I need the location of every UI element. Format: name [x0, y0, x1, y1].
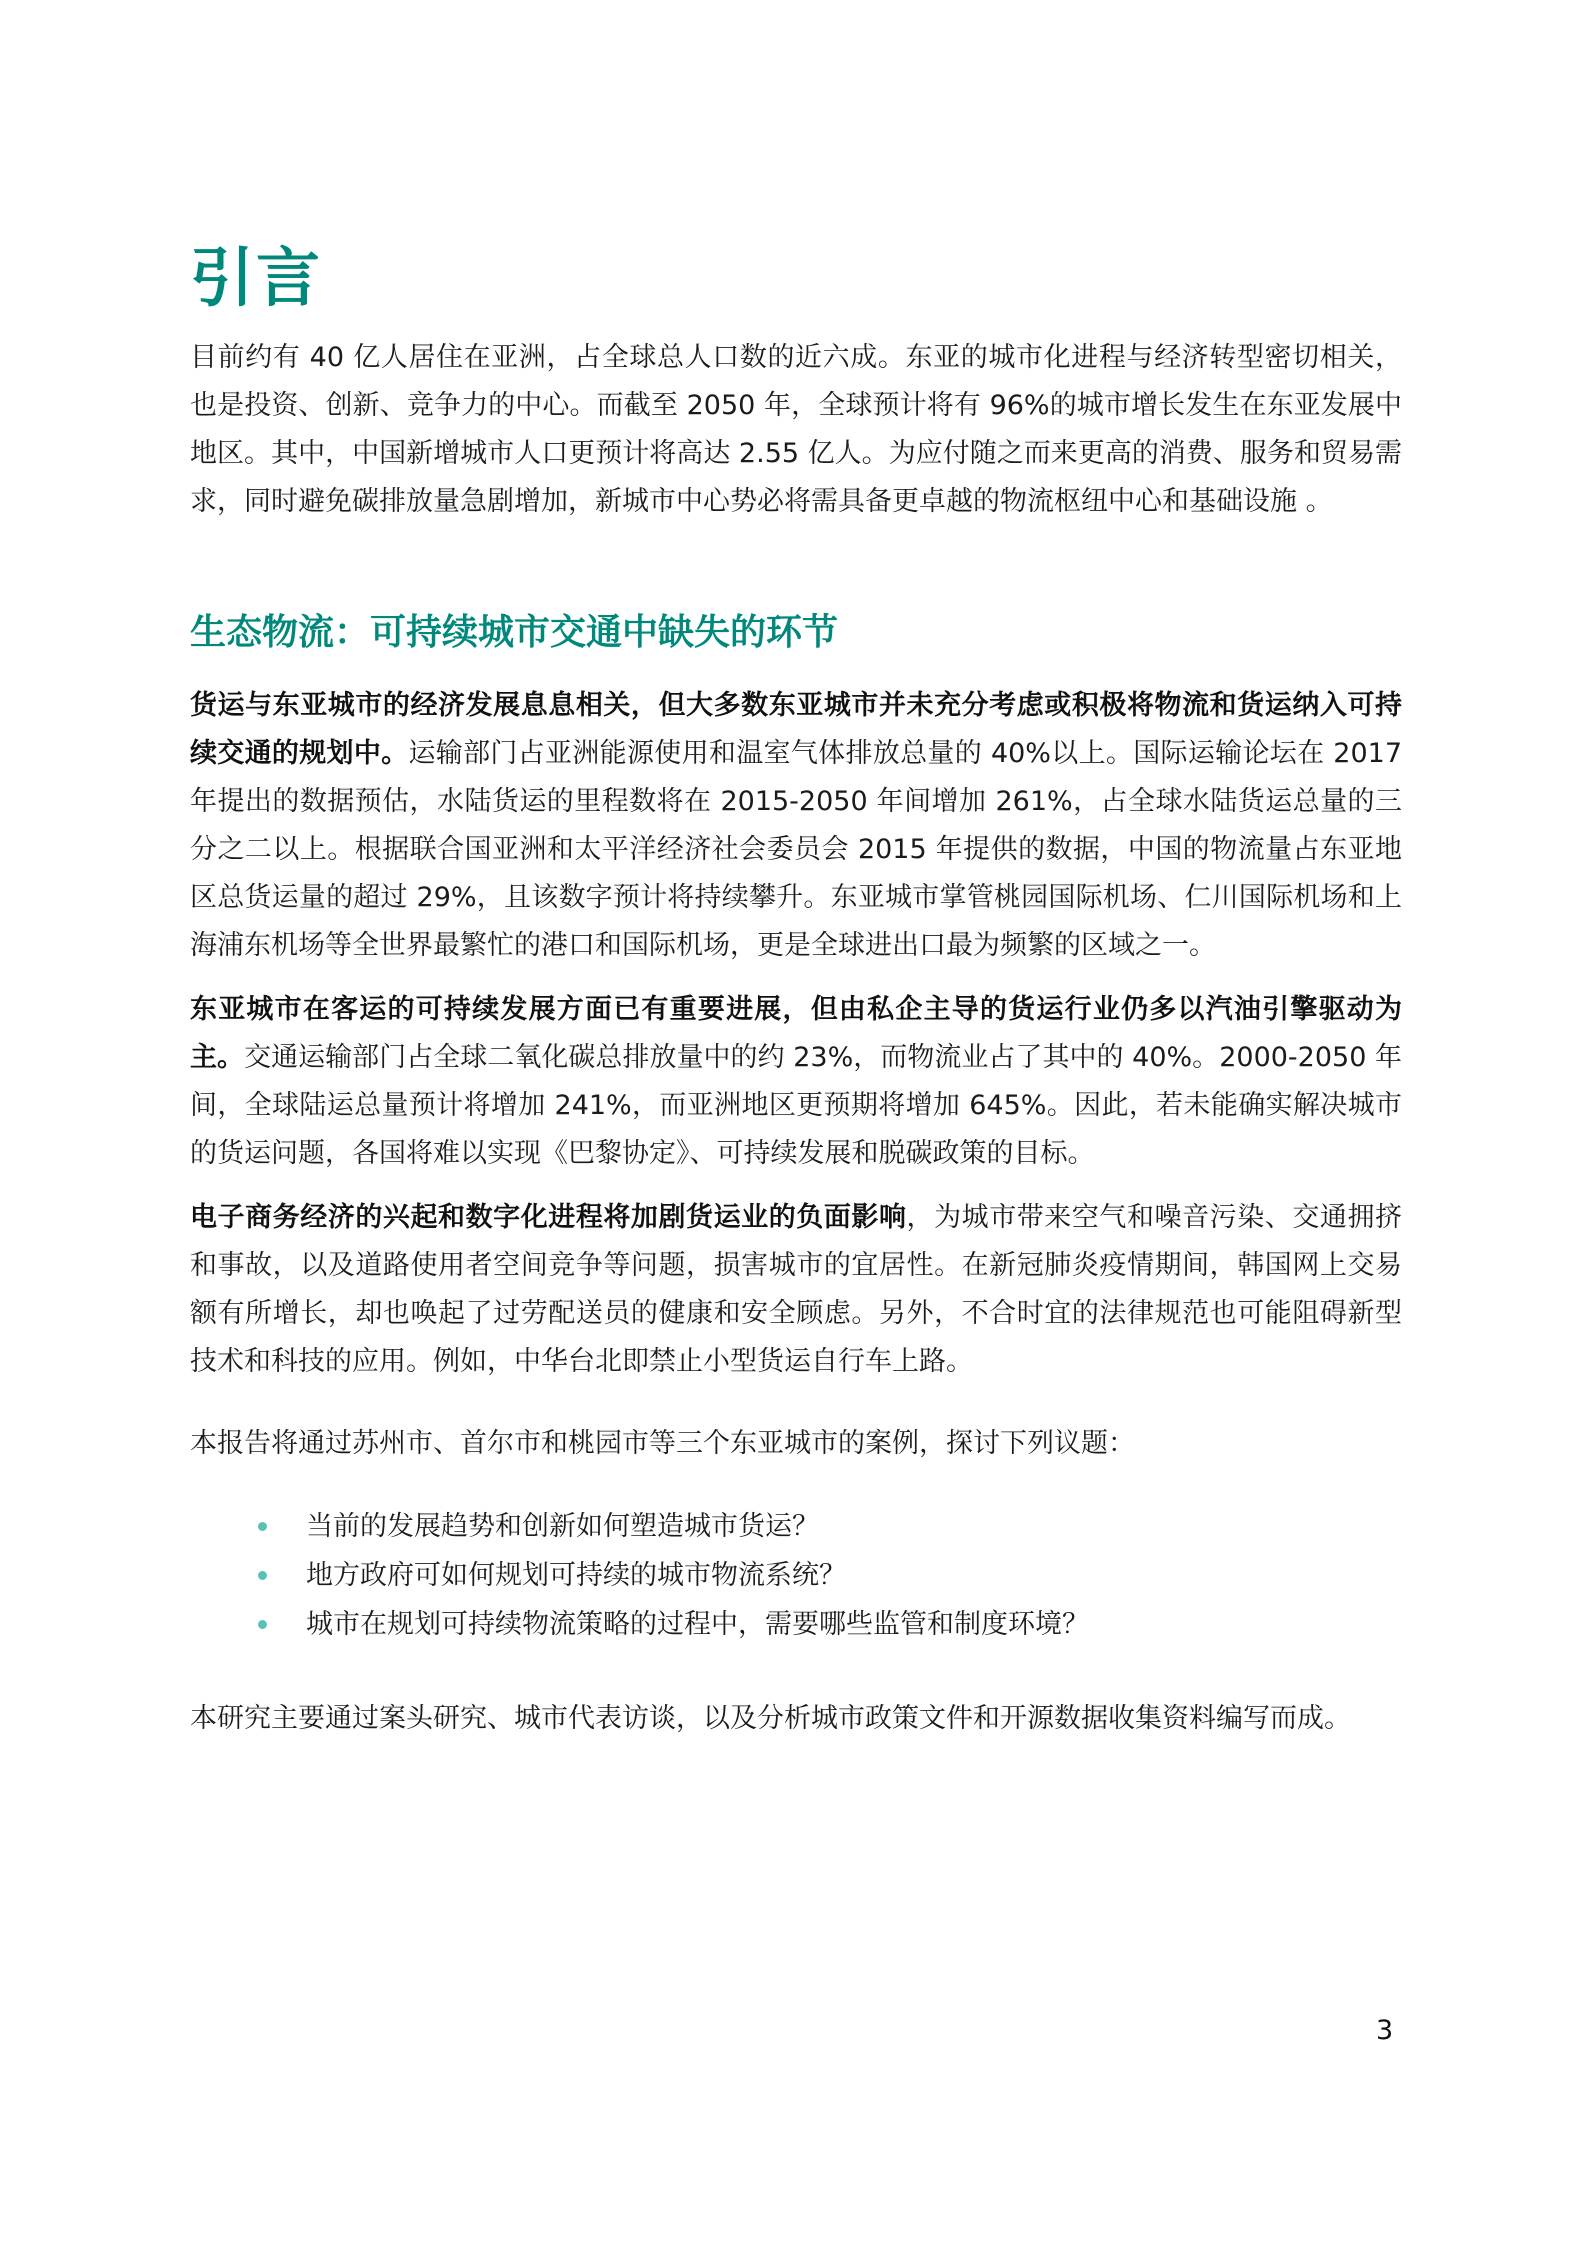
topic-text: 城市在规划可持续物流策略的过程中，需要哪些监管和制度环境？: [306, 1609, 1089, 1640]
topic-text: 地方政府可如何规划可持续的城市物流系统？: [306, 1560, 846, 1591]
freight-paragraph: [190, 682, 1402, 970]
bullet-dot-icon: [258, 1620, 267, 1629]
page-title: 引言: [190, 242, 322, 316]
closing-paragraph: 本研究主要通过案头研究、城市代表访谈，以及分析城市政策文件和开源数据收集资料编写而成。: [190, 1703, 1351, 1734]
page-number: 3: [1376, 2015, 1394, 2046]
paragraph-lead-ecommerce: 电子商务经济的兴起和数字化进程将加剧货运业的负面影响: [190, 1202, 907, 1233]
intro-paragraph: 目前约有 40 亿人居住在亚洲，占全球总人口数的近六成。东亚的城市化进程与经济转型密切相关，也是投资、创新、竞争力的中心。而截至 2050 年，全球预计将有 96%的城市增长发生在东亚发展中地区。其中，中国新增城市人口更预计将高达 2.55 亿人。为应付随之而来更高的消费、服务和贸易需求，同时避免碳排放量急剧增加，新城市中心势必将需具备更卓越的物流枢纽中心和基础设施 。: [190, 342, 1402, 517]
topic-list-item: [190, 1551, 1402, 1600]
paragraph-lead-freight: 货运与东亚城市的经济发展息息相关，但大多数东亚城市并未充分考虑或积极将物流和货运纳入可持续交通的规划中。: [190, 690, 1402, 769]
document-page: [190, 238, 1402, 1743]
topic-list: [190, 1502, 1402, 1649]
bullet-dot-icon: [258, 1522, 267, 1531]
section-heading: 生态物流：可持续城市交通中缺失的环节: [190, 612, 839, 653]
bullet-dot-icon: [258, 1571, 267, 1580]
ecommerce-paragraph: [190, 1194, 1402, 1386]
paragraph-lead-passenger: 东亚城市在客运的可持续发展方面已有重要进展，但由私企主导的货运行业仍多以汽油引擎驱动为主。: [190, 994, 1402, 1073]
topic-list-item: [190, 1600, 1402, 1649]
paragraph-body-ecommerce: ，为城市带来空气和噪音污染、交通拥挤和事故，以及道路使用者空间竞争等问题，损害城市的宜居性。在新冠肺炎疫情期间，韩国网上交易额有所增长，却也唤起了过劳配送员的健康和安全顾虑。另外，不合时宜的法律规范也可能阻碍新型技术和科技的应用。例如，中华台北即禁止小型货运自行车上路。: [190, 1202, 1403, 1377]
report-intro-paragraph: 本报告将通过苏州市、首尔市和桃园市等三个东亚城市的案例，探讨下列议题：: [190, 1428, 1135, 1459]
passenger-transport-paragraph: [190, 986, 1402, 1178]
paragraph-body-passenger: 交通运输部门占全球二氧化碳总排放量中的约 23%，而物流业占了其中的 40%。2000-2050 年间，全球陆运总量预计将增加 241%，而亚洲地区更预期将增加 645%。因此，若未能确实解决城市的货运问题，各国将难以实现《巴黎协定》、可持续发展和脱碳政策的目标。: [190, 1042, 1402, 1169]
topic-text: 当前的发展趋势和创新如何塑造城市货运？: [306, 1511, 819, 1542]
paragraph-body-freight: 运输部门占亚洲能源使用和温室气体排放总量的 40%以上。国际运输论坛在 2017 年提出的数据预估，水陆货运的里程数将在 2015-2050 年间增加 261%，占全球水陆货运总量的三分之二以上。根据联合国亚洲和太平洋经济社会委员会 2015 年提供的数据，中国的物流量占东亚地区总货运量的超过 29%，且该数字预计将持续攀升。东亚城市掌管桃园国际机场、仁川国际机场和上海浦东机场等全世界最繁忙的港口和国际机场，更是全球进出口最为频繁的区域之一。: [190, 738, 1403, 961]
topic-list-item: [190, 1502, 1402, 1551]
